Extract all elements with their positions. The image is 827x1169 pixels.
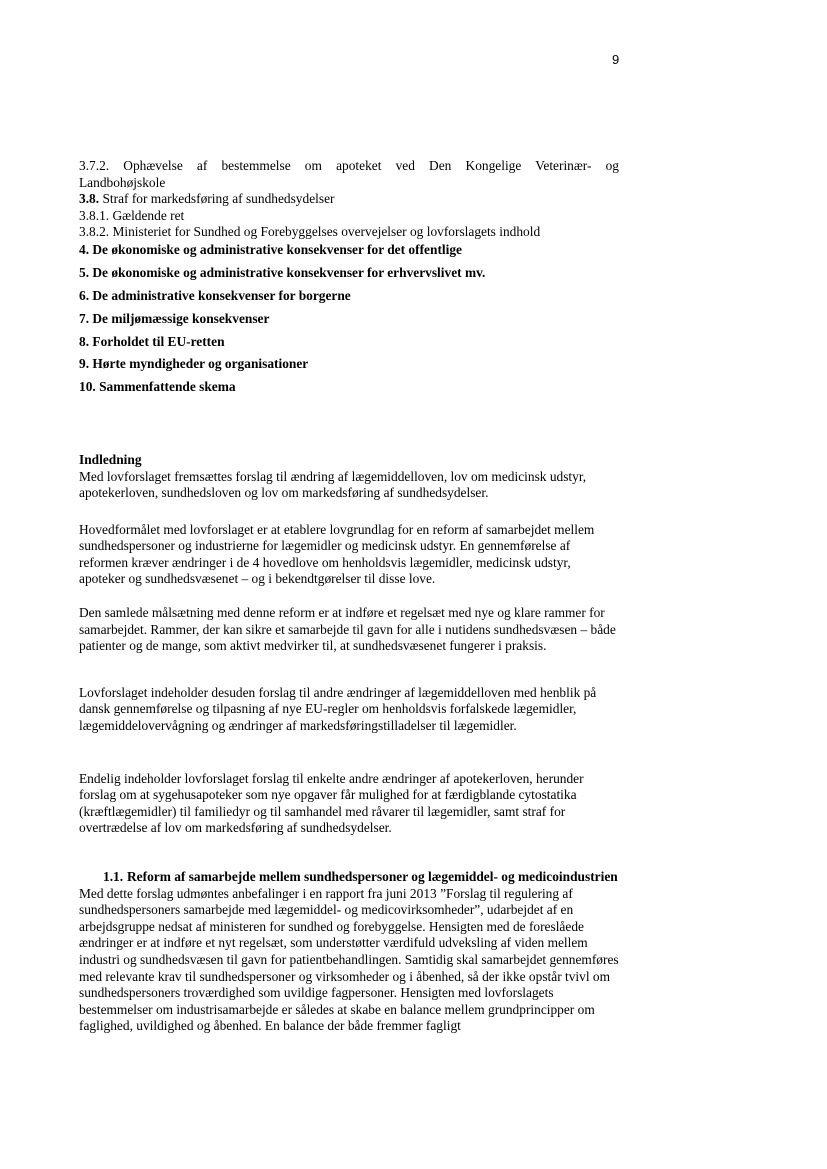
toc-item-3-8-text: Straf for markedsføring af sundhedsydelser — [99, 191, 335, 207]
section-1-1-title: Reform af samarbejde mellem sundhedspersoner og lægemiddel- og medicoindustrien — [127, 869, 618, 884]
intro-paragraph-4: Lovforslaget indeholder desuden forslag til andre ændringer af lægemiddelloven med henblik på dansk gennemførelse og tilpasning af nye EU-regler om henholdsvis forfalskede lægemidler, lægemiddelovervågning og ændringer af markedsføringstilladelser til lægemidler. — [79, 684, 597, 734]
toc-item-3-8 — [79, 191, 619, 208]
toc-item-5: 5. De økonomiske og administrative konsekvenser for erhvervslivet mv. — [79, 264, 486, 280]
toc-item-6: 6. De administrative konsekvenser for borgerne — [79, 287, 351, 303]
section-1-1-body: Med dette forslag udmøntes anbefalinger i en rapport fra juni 2013 ”Forslag til regulering af sundhedspersoners samarbejde med lægemiddel- og medicovirksomheder”, udarbejdet af en arbejdsgruppe nedsat af ministeren for sundhed og forebyggelse. Hensigten med de foreslåede ændringer er at indføre et nyt regelsæt, som understøtter værdifuld udveksling af viden mellem industri og sundhedsvæsen til gavn for patientbehandlingen. Samtidig skal samarbejdet gennemføres med relevante krav til sundhedspersoner og virksomheder og i åbenhed, så der ikke opstår tvivl om sundhedspersoners troværdighed som uvildige fagpersoner. Hensigten med lovforslagets bestemmelser om industrisamarbejde er således at skabe en balance mellem grundprincipper om faglighed, uvildighed og åbenhed. En balance der både fremmer fagligt — [79, 885, 619, 1034]
toc-item-3-8-1: 3.8.1. Gældende ret — [79, 207, 185, 223]
toc-item-9: 9. Hørte myndigheder og organisationer — [79, 356, 309, 372]
toc-item-8: 8. Forholdet til EU-retten — [79, 333, 225, 349]
table-of-contents — [79, 158, 619, 396]
section-1-1-number: 1.1. — [103, 869, 124, 884]
toc-item-4: 4. De økonomiske og administrative konsekvenser for det offentlige — [79, 241, 462, 257]
toc-item-3-8-2: 3.8.2. Ministeriet for Sundhed og Forebyggelses overvejelser og lovforslagets indhold — [79, 224, 541, 240]
intro-paragraph-1: Med lovforslaget fremsættes forslag til ændring af lægemiddelloven, lov om medicinsk udstyr, apotekerloven, sundhedsloven og lov om markedsføring af sundhedsydelser. — [79, 468, 587, 501]
intro-paragraph-3: Den samlede målsætning med denne reform er at indføre et regelsæt med nye og klare rammer for samarbejdet. Rammer, der kan sikre et samarbejde til gavn for alle i nutidens sundhedsvæsen – både patienter og de mange, som aktivt medvirker til, at sundhedsvæsenet fungerer i praksis. — [79, 605, 616, 654]
page-number: 9 — [612, 52, 620, 67]
intro-paragraph-2: Hovedformålet med lovforslaget er at etablere lovgrundlag for en reform af samarbejdet mellem sundhedspersoner og industrierne for lægemidler og medicinsk udstyr. En gennemførelse af reformen kræver ændringer i de 4 hovedlove om henholdsvis lægemidler, medicinsk udstyr, apoteker og sundhedsvæsenet – og i bekendtgørelser til disse love. — [79, 521, 595, 587]
document-body — [79, 158, 619, 1035]
intro-paragraph-5: Endelig indeholder lovforslaget forslag til enkelte andre ændringer af apotekerloven, herunder forslag om at sygehusapoteker som nye opgaver får mulighed for at færdigblande cytostatika (kræftlægemidler) til familiedyr og til samhandel med råvarer til lægemidler, samt straf for overtrædelse af lov om markedsføring af sundhedsydelser. — [79, 770, 584, 836]
toc-item-3-7-2-cont: Landbohøjskole — [79, 174, 166, 190]
toc-item-3-8-number: 3.8. — [79, 191, 100, 207]
toc-item-3-7-2: 3.7.2. Ophævelse af bestemmelse om apoteket ved Den Kongelige Veterinær- og — [79, 158, 619, 173]
toc-item-10: 10. Sammenfattende skema — [79, 379, 236, 395]
intro-heading: Indledning — [79, 451, 142, 467]
toc-item-7: 7. De miljømæssige konsekvenser — [79, 310, 270, 326]
section-1-1-heading — [79, 869, 619, 886]
